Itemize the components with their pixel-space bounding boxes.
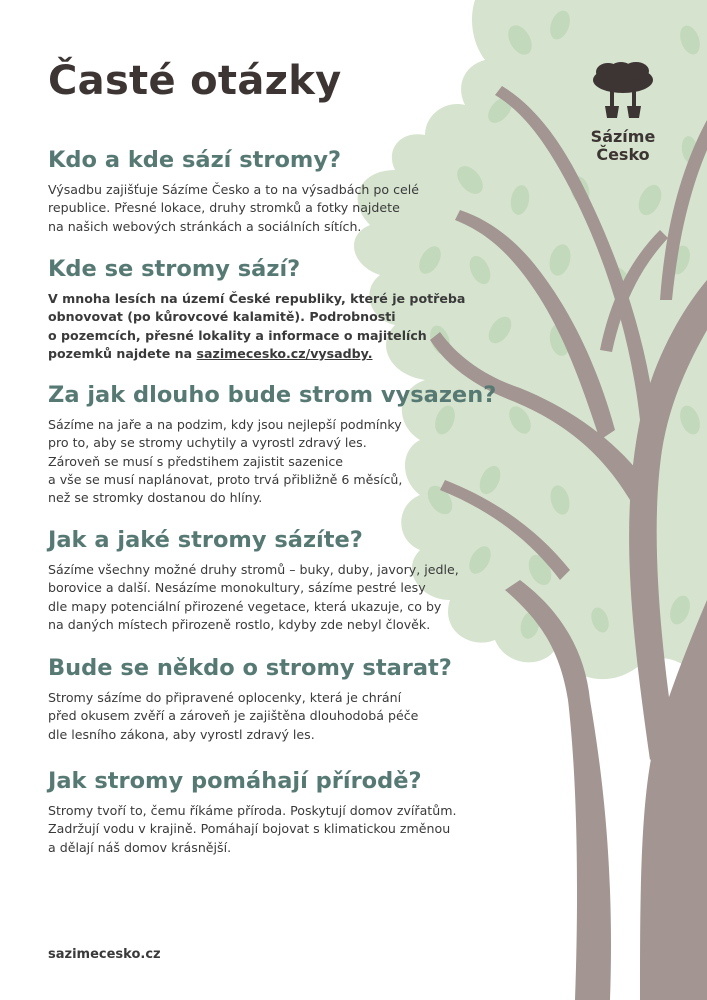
footer-url[interactable]: sazimecesko.cz — [48, 947, 161, 962]
tree-logo-icon — [588, 62, 658, 122]
faq-question: Jak a jaké stromy sázíte? — [48, 527, 363, 553]
answer-line: před okusem zvěří a zároveň je zajištěna dlouhodobá péče — [48, 708, 419, 724]
answer-line: Zároveň se musí s předstihem zajistit sazenice — [48, 453, 344, 469]
answer-line: Sázíme na jaře a na podzim, kdy jsou nejlepší podmínky — [48, 417, 402, 432]
answer-line: a vše se musí naplánovat, proto trvá přibližně 6 měsíců, — [48, 471, 403, 487]
answer-line: republice. Přesné lokace, druhy stromků a fotky najdete — [48, 200, 400, 216]
answer-line: dle mapy potenciální přirozené vegetace, která ukazuje, co by — [48, 598, 442, 614]
answer-line: dle lesního zákona, aby vyrostl zdravý les. — [48, 726, 315, 742]
faq-answer — [48, 290, 465, 363]
faq-question: Kde se stromy sází? — [48, 256, 301, 282]
answer-line: o pozemcích, přesné lokality a informace o majitelích — [48, 327, 427, 343]
faq-answer — [48, 416, 496, 507]
faq-question: Jak stromy pomáhají přírodě? — [48, 768, 422, 794]
sazime-cesko-logo[interactable] — [582, 62, 664, 164]
answer-line-text: pozemků najdete na — [48, 345, 197, 361]
answer-line: na našich webových stránkách a sociálních sítích. — [48, 218, 362, 234]
answer-line: borovice a další. Nesázíme monokultury, sázíme pestré lesy — [48, 580, 426, 596]
faq-item — [48, 382, 496, 507]
faq-question: Bude se někdo o stromy starat? — [48, 655, 452, 681]
faq-item — [48, 527, 459, 634]
logo-text — [582, 128, 664, 164]
answer-line: Stromy tvoří to, čemu říkáme příroda. Poskytují domov zvířatům. — [48, 803, 457, 818]
faq-item — [48, 147, 419, 236]
answer-line: Zadržují vodu v krajině. Pomáhají bojovat s klimatickou změnou — [48, 821, 451, 837]
answer-line: na daných místech přirozeně rostlo, kdyby zde nebyl člověk. — [48, 616, 431, 632]
answer-line: Stromy sázíme do připravené oplocenky, která je chrání — [48, 690, 402, 705]
page-title: Časté otázky — [48, 58, 342, 104]
answer-line: pro to, aby se stromy uchytily a vyrostl zdravý les. — [48, 435, 367, 451]
faq-item — [48, 256, 465, 363]
logo-line-1: Sázíme — [590, 127, 656, 146]
answer-line: Sázíme všechny možné druhy stromů – buky, duby, javory, jedle, — [48, 562, 459, 577]
faq-answer — [48, 561, 459, 634]
answer-line: obnovovat (po kůrovcové kalamitě). Podrobnosti — [48, 309, 396, 325]
answer-line — [48, 345, 465, 363]
faq-answer — [48, 802, 457, 857]
faq-item — [48, 768, 457, 857]
faq-answer — [48, 689, 452, 744]
faq-answer — [48, 181, 419, 236]
answer-line: než se stromky dostanou do hlíny. — [48, 490, 263, 506]
logo-line-2: Česko — [596, 145, 650, 164]
faq-question: Kdo a kde sází stromy? — [48, 147, 342, 173]
answer-line: V mnoha lesích na území České republiky, které je potřeba — [48, 291, 466, 306]
faq-question: Za jak dlouho bude strom vysazen? — [48, 382, 497, 408]
answer-line: Výsadbu zajišťuje Sázíme Česko a to na výsadbách po celé — [48, 182, 420, 197]
answer-line: a dělají náš domov krásnější. — [48, 839, 232, 855]
faq-item — [48, 655, 452, 744]
vysadby-link[interactable]: sazimecesko.cz/vysadby. — [196, 345, 373, 361]
